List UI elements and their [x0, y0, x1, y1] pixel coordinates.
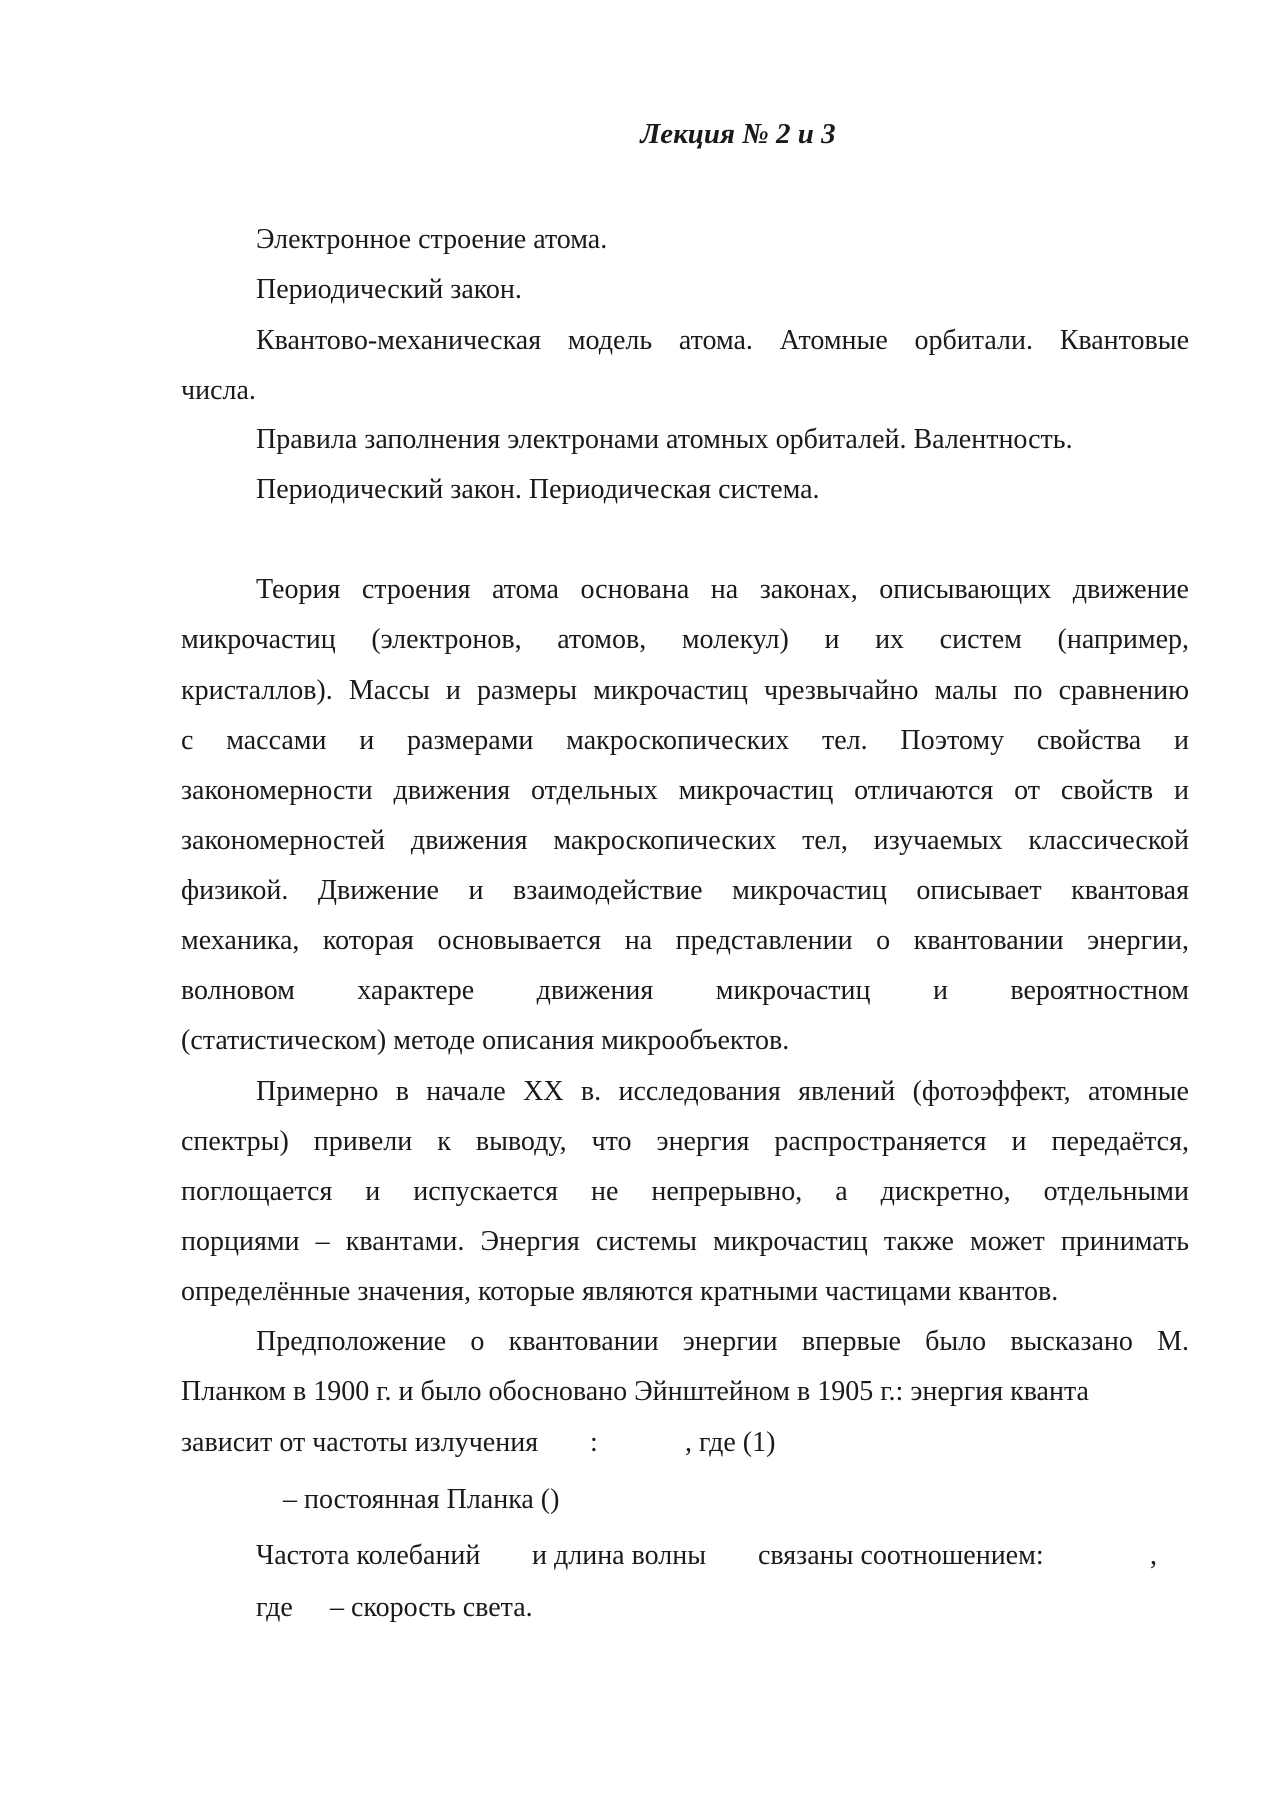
paragraph-line: физикой. Движение и взаимодействие микрочастиц описывает квантовая [181, 875, 1189, 906]
relation-text: Частота колебаний [256, 1540, 481, 1571]
formula-number: , где (1) [685, 1427, 776, 1458]
paragraph-line: порциями – квантами. Энергия системы микрочастиц также может принимать [181, 1226, 1189, 1257]
relation-comma: , [1150, 1540, 1157, 1571]
paragraph-line: кристаллов). Массы и размеры микрочастиц чрезвычайно малы по сравнению [181, 675, 1189, 706]
speed-where: где [256, 1592, 293, 1623]
paragraph-line: микрочастиц (электронов, атомов, молекул) и их систем (например, [181, 624, 1189, 655]
topic-line: Квантово-механическая модель атома. Атомные орбитали. Квантовые [256, 325, 1189, 356]
paragraph-line: спектры) привели к выводу, что энергия распространяется и передаётся, [181, 1126, 1189, 1157]
topic-line: Электронное строение атома. [256, 224, 608, 255]
paragraph-line: поглощается и испускается не непрерывно, а дискретно, отдельными [181, 1176, 1189, 1207]
paragraph-line: Планком в 1900 г. и было обосновано Эйнштейном в 1905 г.: энергия кванта [181, 1376, 1089, 1407]
paragraph-line: механика, которая основывается на представлении о квантовании энергии, [181, 925, 1189, 956]
speed-text: – скорость света. [330, 1592, 533, 1623]
paragraph-line: Теория строения атома основана на законах, описывающих движение [256, 574, 1189, 605]
paragraph-line: с массами и размерами макроскопических тел. Поэтому свойства и [181, 725, 1189, 756]
topic-line: Периодический закон. Периодическая система. [256, 474, 820, 505]
paragraph-line: определённые значения, которые являются кратными частицами квантов. [181, 1276, 1059, 1307]
lecture-title: Лекция № 2 и 3 [640, 118, 836, 150]
paragraph-line: Предположение о квантовании энергии впервые было высказано М. [256, 1326, 1189, 1357]
planck-constant-line: – постоянная Планка () [283, 1484, 560, 1515]
paragraph-line: волновом характере движения микрочастиц и вероятностном [181, 975, 1189, 1006]
paragraph-line: закономерностей движения макроскопических тел, изучаемых классической [181, 825, 1189, 856]
paragraph-line: Примерно в начале XX в. исследования явлений (фотоэффект, атомные [256, 1076, 1189, 1107]
formula-colon: : [590, 1427, 598, 1458]
paragraph-line: закономерности движения отдельных микрочастиц отличаются от свойств и [181, 775, 1189, 806]
topic-line: Периодический закон. [256, 274, 522, 305]
paragraph-line: зависит от частоты излучения [181, 1427, 539, 1458]
relation-text: связаны соотношением: [758, 1540, 1044, 1571]
paragraph-line: (статистическом) методе описания микрообъектов. [181, 1025, 790, 1056]
topic-line: числа. [181, 375, 256, 406]
relation-text: и длина волны [532, 1540, 707, 1571]
topic-line: Правила заполнения электронами атомных орбиталей. Валентность. [256, 424, 1073, 455]
